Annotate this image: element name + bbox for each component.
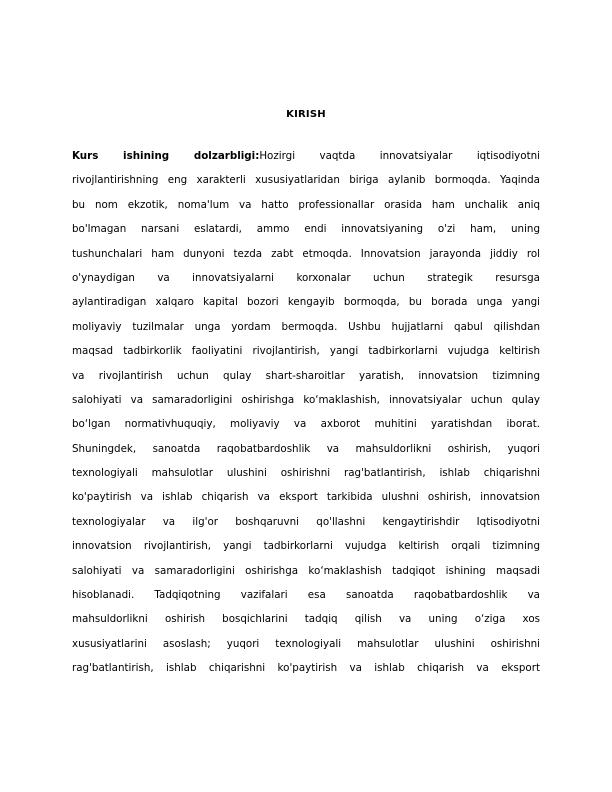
paragraph-line: bo'lmagan narsani eslatardi, ammo endi innovatsiyaning o'zi ham, uning (72, 223, 540, 236)
paragraph-line: aylantiradigan xalqaro kapital bozori kengayib bormoqda, bu borada unga yangi (72, 296, 540, 309)
lead-label: Kurs ishining dolzarbligi: (72, 150, 260, 162)
paragraph-line: tushunchalari ham dunyoni tezda zabt etmoqda. Innovatsion jarayonda jiddiy rol (72, 247, 540, 260)
paragraph-line: xususiyatlarini asoslash; yuqori texnologiyali mahsulotlar ulushini oshirishni (72, 637, 540, 650)
body-paragraph (72, 144, 540, 681)
paragraph-line: moliyaviy tuzilmalar unga yordam bermoqda. Ushbu hujjatlarni qabul qilishdan (72, 320, 540, 333)
paragraph-line: hisoblanadi. Tadqiqotning vazifalari esa sanoatda raqobatbardoshlik va (72, 589, 540, 602)
section-heading: KIRISH (286, 109, 326, 120)
paragraph-line: innovatsion rivojlantirish, yangi tadbirkorlarni vujudga keltirish orqali tizimning (72, 540, 540, 553)
paragraph-line: rivojlantirishning eng xarakterli xususiyatlaridan biriga aylanib bormoqda. Yaqinda (72, 174, 540, 187)
paragraph-line: salohiyati va samaradorligini oshirishga ko‘maklashish, innovatsiyalar uchun qulay (72, 393, 540, 406)
paragraph-line: ko'paytirish va ishlab chiqarish va eksport tarkibida ulushni oshirish, innovatsion (72, 491, 540, 504)
line-text: Hozirgi vaqtda innovatsiyalar iqtisodiyotni (259, 150, 540, 162)
paragraph-line: salohiyati va samaradorligini oshirishga ko‘maklashish tadqiqot ishining maqsadi (72, 564, 540, 577)
paragraph-line: o'ynaydigan va innovatsiyalarni korxonalar uchun strategik resursga (72, 271, 540, 284)
paragraph-line: rag'batlantirish, ishlab chiqarishni ko'paytirish va ishlab chiqarish va eksport (72, 662, 540, 675)
paragraph-line: maqsad tadbirkorlik faoliyatini rivojlantirish, yangi tadbirkorlarni vujudga keltirish (72, 345, 540, 358)
paragraph-line: bu nom ekzotik, noma'lum va hatto professionallar orasida ham unchalik aniq (72, 198, 540, 211)
paragraph-line: texnologiyali mahsulotlar ulushini oshirishni rag'batlantirish, ishlab chiqarishni (72, 467, 540, 480)
paragraph-line: mahsuldorlikni oshirish bosqichlarini tadqiq qilish va uning o‘ziga xos (72, 613, 540, 626)
paragraph-line: Shuningdek, sanoatda raqobatbardoshlik va mahsuldorlikni oshirish, yuqori (72, 442, 540, 455)
paragraph-line-1 (72, 144, 540, 168)
paragraph-line: texnologiyalar va ilg'or boshqaruvni qo'llashni kengaytirishdir Iqtisodiyotni (72, 515, 540, 528)
paragraph-line: va rivojlantirish uchun qulay shart-sharoitlar yaratish, innovatsion tizimning (72, 369, 540, 382)
paragraph-line: bo‘lgan normativhuquqiy, moliyaviy va axborot muhitini yaratishdan iborat. (72, 418, 540, 431)
